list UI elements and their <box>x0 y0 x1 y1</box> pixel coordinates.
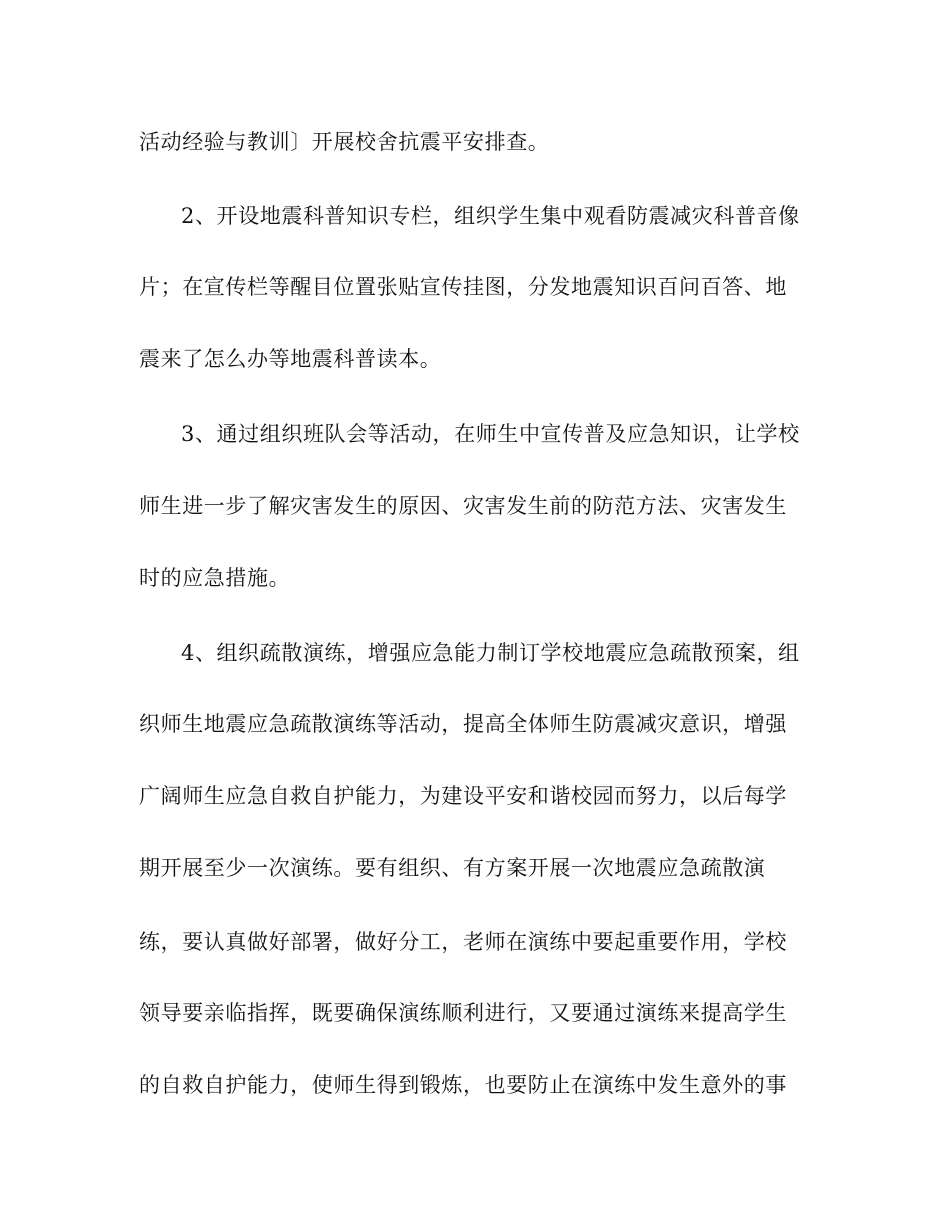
paragraph-first-line: 4、组织疏散演练，增强应急能力制订学校地震应急疏散预案，组 <box>181 641 800 665</box>
text-line: 师生进一步了解灾害发生的原因、灾害发生前的防范方法、灾害发生 <box>139 494 787 518</box>
text-line: 震来了怎么办等地震科普读本。 <box>139 347 442 371</box>
text-line: 练，要认真做好部署，做好分工，老师在演练中要起重要作用，学校 <box>139 930 787 954</box>
paragraph-first-line: 2、开设地震科普知识专栏，组织学生集中观看防震减灾科普音像 <box>181 204 800 228</box>
text-line: 领导要亲临指挥，既要确保演练顺利进行，又要通过演练来提高学生 <box>139 1001 787 1025</box>
text-line: 期开展至少一次演练。要有组织、有方案开展一次地震应急疏散演 <box>139 856 766 880</box>
text-line: 广阔师生应急自救自护能力，为建设平安和谐校园而努力，以后每学 <box>139 784 787 808</box>
text-line: 活动经验与教训〕开展校舍抗震平安排查。 <box>139 130 550 154</box>
text-line: 的自救自护能力，使师生得到锻炼，也要防止在演练中发生意外的事 <box>139 1073 787 1097</box>
text-line: 片；在宣传栏等醒目位置张贴宣传挂图，分发地震知识百问百答、地 <box>139 275 787 299</box>
text-line: 织师生地震应急疏散演练等活动，提高全体师生防震减灾意识，增强 <box>139 712 787 736</box>
paragraph-first-line: 3、通过组织班队会等活动，在师生中宣传普及应急知识，让学校 <box>181 422 800 446</box>
text-line: 时的应急措施。 <box>139 566 291 590</box>
